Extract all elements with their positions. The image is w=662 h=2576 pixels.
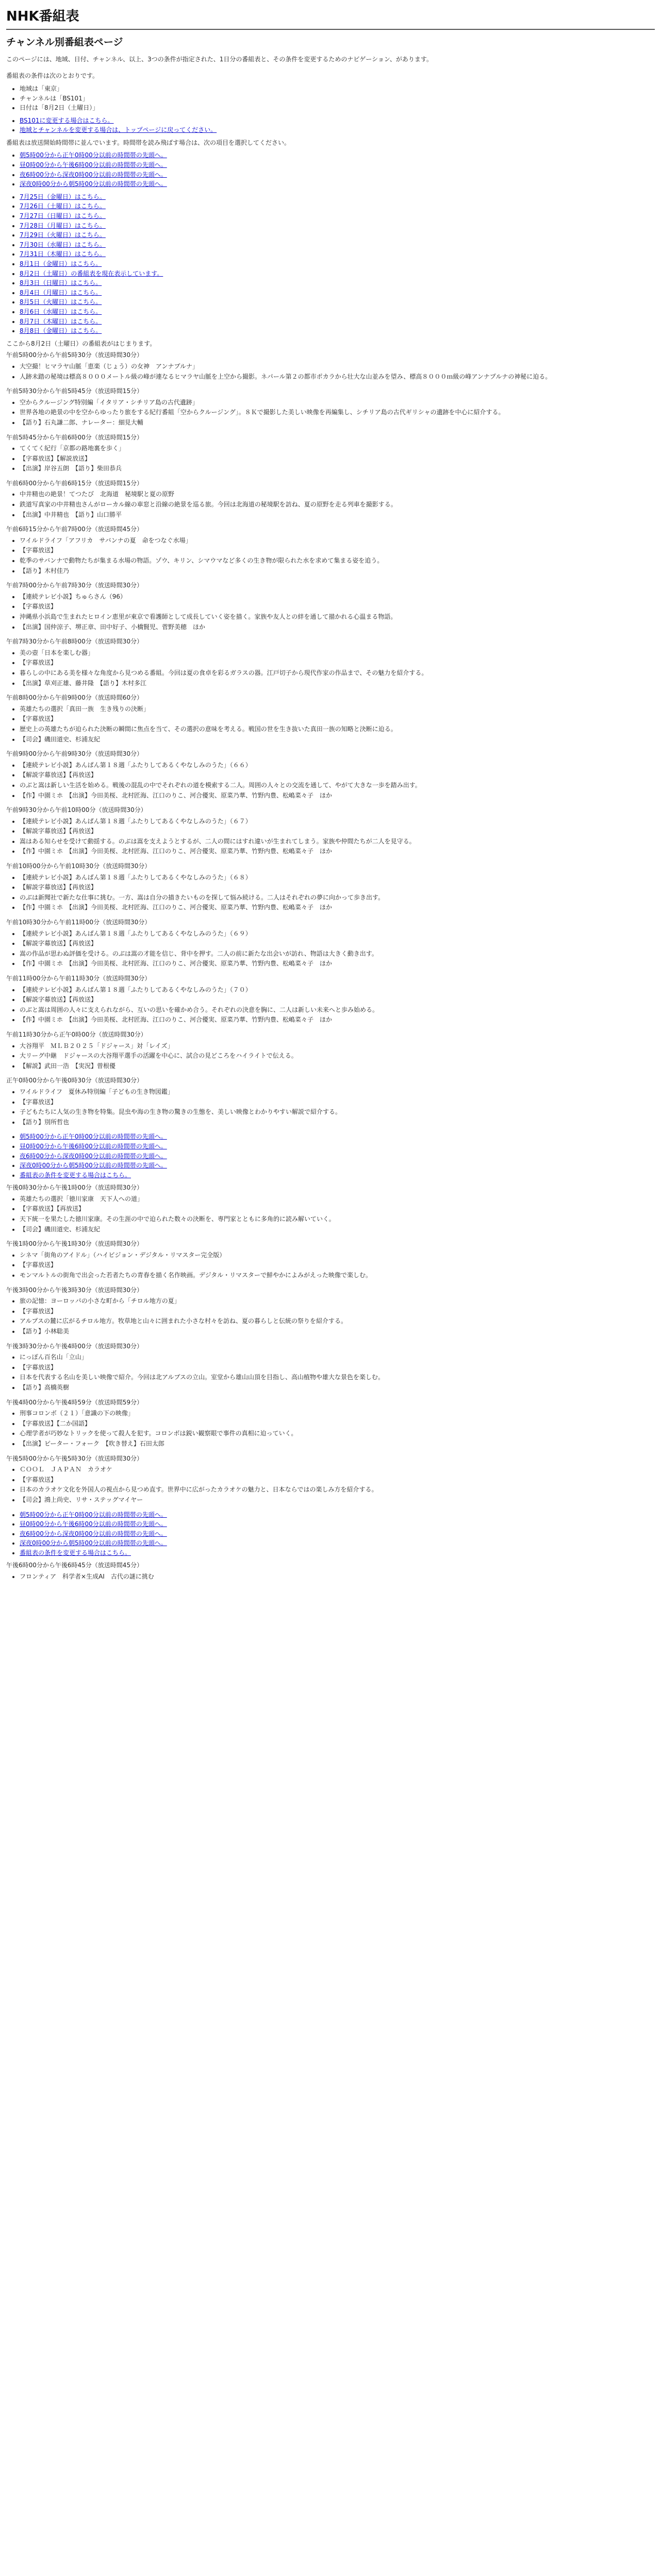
program-entry xyxy=(6,861,655,912)
program-title: • 美の壺「日本を楽しむ器」 xyxy=(20,648,655,658)
time-nav-evening-link[interactable]: 夜6時00分から深夜0時00分以前の時間帯の先頭へ。 xyxy=(20,171,167,178)
program-title: • 【連続テレビ小説】ちゅらさん（96） xyxy=(20,592,655,602)
date-nav-link[interactable]: 8月8日（金曜日）はこちら。 xyxy=(20,327,102,335)
program-detail: • モンマルトルの街角で出会った若者たちの青春を描く名作映画。デジタル・リマスターで鮮やかによみがえった映像で楽しむ。 xyxy=(20,1270,655,1280)
program-entry xyxy=(6,1398,655,1449)
program-entry xyxy=(6,1454,655,1505)
date-nav-link[interactable]: 8月4日（月曜日）はこちら。 xyxy=(20,289,102,296)
program-entry xyxy=(6,974,655,1025)
program-detail: • 人跡未踏の秘境は標高８０００メートル級の峰が連なるヒマラヤ山脈を上空から撮影。ネパール第２の都市ポカラから壮大な山並みを望み、標高８０００ｍ級の峰アンナプルナの神秘に迫る。 xyxy=(20,372,655,382)
program-detail: • 暮らしの中にある美を様々な角度から見つめる番組。今回は夏の食卓を彩るガラスの器。江戸切子から現代作家の作品まで、その魅力を紹介する。 xyxy=(20,668,655,678)
program-detail: • 世界各地の絶景の中を空からゆったり旅をする紀行番組「空からクルージング」。８Ｋで撮影した美しい映像を再編集し、シチリア島の古代ギリシャの遺跡を中心に紹介する。 xyxy=(20,408,655,417)
program-title: • 【連続テレビ小説】あんぱん第１８週「ふたりしてあるくやなしみのうた」（６７） xyxy=(20,817,655,826)
program-detail: • 【解説字幕放送】【再放送】 xyxy=(20,826,655,836)
page-title: NHK番組表 xyxy=(6,9,79,24)
time-nav-morning-link[interactable]: 朝5時00分から正午0時00分以前の時間帯の先頭へ。 xyxy=(20,1511,167,1518)
listing-header: ここから8月2日（土曜日）の番組表がはじまります。 xyxy=(6,340,156,347)
date-nav-link[interactable]: 7月30日（水曜日）はこちら。 xyxy=(20,241,106,248)
program-time: 午前11時30分から正午0時00分（放送時間30分） xyxy=(6,1030,147,1038)
program-detail: • 鉄道写真家の中井精也さんがローカル線の車窓と沿線の絶景を巡る旅。今回は北海道の秘境駅を訪ね、夏の原野を走る列車を撮影する。 xyxy=(20,500,655,510)
program-detail: • 【作】中園ミホ 【出演】今田美桜、北村匠海、江口のりこ、河合優実、原菜乃華、竹野内豊、松嶋菜々子 ほか xyxy=(20,903,655,912)
program-title: • てくてく紀行「京都の路地裏を歩く」 xyxy=(20,444,655,453)
time-nav-bottom xyxy=(6,1132,655,1180)
date-nav xyxy=(6,192,655,336)
program-detail: • 心理学者が巧妙なトリックを使って殺人を犯す。コロンボは鋭い観察眼で事件の真相に迫っていく。 xyxy=(20,1429,655,1438)
condition-channel: • チャンネルは「BS101」 xyxy=(20,94,655,104)
program-detail: • 子どもたちに人気の生き物を特集。昆虫や海の生き物の驚きの生態を、美しい映像とわかりやすい解説で紹介する。 xyxy=(20,1107,655,1117)
program-time: 午前8時00分から午前9時00分（放送時間60分） xyxy=(6,694,143,702)
program-time: 午前9時30分から午前10時00分（放送時間30分） xyxy=(6,806,147,814)
date-nav-link[interactable]: 7月26日（土曜日）はこちら。 xyxy=(20,202,106,210)
program-entry xyxy=(6,1183,655,1234)
time-nav-end xyxy=(6,1510,655,1558)
program-detail: • 【作】中園ミホ 【出演】今田美桜、北村匠海、江口のりこ、河合優実、原菜乃華、竹野内豊、松嶋菜々子 ほか xyxy=(20,846,655,856)
program-detail: • 大リーグ中継 ドジャースの大谷翔平選手の活躍を中心に、試合の見どころをハイライトで伝える。 xyxy=(20,1051,655,1061)
program-detail: • 【字幕放送】【解説放送】 xyxy=(20,454,655,464)
program-list-afternoon xyxy=(6,1183,655,1504)
program-detail: • 【解説字幕放送】【再放送】 xyxy=(20,995,655,1005)
program-detail: • 【字幕放送】【二か国語】 xyxy=(20,1419,655,1429)
date-nav-link[interactable]: 8月5日（火曜日）はこちら。 xyxy=(20,298,102,306)
program-detail: • 【字幕放送】 xyxy=(20,658,655,668)
program-detail: • 【字幕放送】 xyxy=(20,1363,655,1372)
program-entry xyxy=(6,479,655,519)
program-title: • シネマ「街角のアイドル」（ハイビジョン・デジタル・リマスター完全版） xyxy=(20,1250,655,1260)
program-detail: • 【出演】草刈正雄、藤井隆 【語り】木村多江 xyxy=(20,679,655,688)
program-detail: • 【語り】高橋英樹 xyxy=(20,1383,655,1393)
time-nav-morning-link[interactable]: 朝5時00分から正午0時00分以前の時間帯の先頭へ。 xyxy=(20,1133,167,1141)
intro-text: このページには、地域、日付、チャンネル、以上、3つの条件が指定された、1日分の番組表と、その条件を変更するためのナビゲーション、があります。 xyxy=(6,55,433,63)
program-detail: • 【解説】武田一浩 【実況】曽根優 xyxy=(20,1061,655,1071)
program-detail: • 【作】中園ミホ 【出演】今田美桜、北村匠海、江口のりこ、河合優実、原菜乃華、竹野内豊、松嶋菜々子 ほか xyxy=(20,959,655,969)
program-detail: • 【解説字幕放送】【再放送】 xyxy=(20,883,655,892)
date-nav-current[interactable]: 8月2日（土曜日）の番組表を現在表示しています。 xyxy=(20,269,163,277)
program-entry xyxy=(6,637,655,688)
time-nav-latenight-link[interactable]: 深夜0時00分から朝5時00分以前の時間帯の先頭へ。 xyxy=(20,1539,167,1547)
program-list-morning xyxy=(6,350,655,1127)
change-links xyxy=(6,116,655,135)
time-nav-morning-link[interactable]: 朝5時00分から正午0時00分以前の時間帯の先頭へ。 xyxy=(20,151,167,159)
program-entry xyxy=(6,1342,655,1393)
date-nav-link[interactable]: 7月29日（火曜日）はこちら。 xyxy=(20,231,106,239)
program-entry xyxy=(6,1239,655,1280)
program-detail: • 【解説字幕放送】【再放送】 xyxy=(20,770,655,780)
program-title: • 英雄たちの選択「真田一族 生き残りの決断」 xyxy=(20,704,655,714)
program-detail: • 嵩の作品が思わぬ評価を受ける。のぶは嵩の才能を信じ、背中を押す。二人の前に新たな出会いが訪れ、物語は大きく動き出す。 xyxy=(20,949,655,959)
conditions-heading: 番組表の条件は次のとおりです。 xyxy=(6,72,99,80)
program-detail: • 【字幕放送】 xyxy=(20,1260,655,1270)
program-title: • 旅の記憶：ヨーロッパの小さな町から「チロル地方の夏」 xyxy=(20,1296,655,1306)
program-detail: • 【字幕放送】 xyxy=(20,714,655,724)
program-entry xyxy=(6,918,655,969)
time-nav-afternoon-link[interactable]: 昼0時00分から午後6時00分以前の時間帯の先頭へ。 xyxy=(20,1142,167,1150)
program-detail: • のぶと嵩は周囲の人々に支えられながら、互いの思いを確かめ合う。それぞれの決意を胸に、二人は新しい未来へと歩み始める。 xyxy=(20,1005,655,1015)
date-nav-link[interactable]: 7月25日（金曜日）はこちら。 xyxy=(20,193,106,200)
program-time: 午前10時00分から午前10時30分（放送時間30分） xyxy=(6,862,151,870)
program-time: 午前6時15分から午前7時00分（放送時間45分） xyxy=(6,526,143,533)
program-detail: • 【字幕放送】 xyxy=(20,602,655,612)
program-entry xyxy=(6,1076,655,1127)
page-subtitle: チャンネル別番組表ページ xyxy=(6,37,123,48)
program-detail: • 乾季のサバンナで動物たちが集まる水場の物語。ゾウ、キリン、シマウマなど多くの生き物が限られた水を求めて集まる姿を追う。 xyxy=(20,556,655,566)
program-detail: • 【司会】磯田道史、杉浦友紀 xyxy=(20,1225,655,1234)
program-time: 午前10時30分から午前11時00分（放送時間30分） xyxy=(6,919,151,926)
conditions-list xyxy=(6,84,655,113)
time-nav-evening-link[interactable]: 夜6時00分から深夜0時00分以前の時間帯の先頭へ。 xyxy=(20,1530,167,1537)
time-nav xyxy=(6,150,655,189)
program-detail: • 【語り】別所哲也 xyxy=(20,1117,655,1127)
program-entry xyxy=(6,1285,655,1336)
time-nav-latenight-link[interactable]: 深夜0時00分から朝5時00分以前の時間帯の先頭へ。 xyxy=(20,1162,167,1170)
program-title: • 英雄たちの選択「徳川家康 天下人への道」 xyxy=(20,1194,655,1204)
program-detail: • 【字幕放送】 xyxy=(20,1097,655,1107)
program-title: • ワイルドライフ 夏休み特別編「子どもの生き物図鑑」 xyxy=(20,1087,655,1097)
program-time: 午後3時30分から午後4時00分（放送時間30分） xyxy=(6,1342,143,1350)
program-title: • 【連続テレビ小説】あんぱん第１８週「ふたりしてあるくやなしみのうた」（６８） xyxy=(20,873,655,883)
program-time: 午前5時30分から午前5時45分（放送時間15分） xyxy=(6,387,143,395)
date-nav-link[interactable]: 7月28日（月曜日）はこちら。 xyxy=(20,222,106,229)
program-detail: • 【出演】中井精也 【語り】山口勝平 xyxy=(20,510,655,520)
program-detail: • 【司会】鴻上尚史、リサ・ステッグマイヤー xyxy=(20,1495,655,1505)
program-time: 午後1時00分から午後1時30分（放送時間30分） xyxy=(6,1240,143,1248)
program-entry xyxy=(6,524,655,575)
program-detail: • 日本を代表する名山を美しい映像で紹介。今回は北アルプスの立山。室堂から雄山山頂を目指し、高山植物や雄大な景色を楽しむ。 xyxy=(20,1372,655,1382)
program-time: 午後3時00分から午後3時30分（放送時間30分） xyxy=(6,1286,143,1294)
time-nav-latenight-link[interactable]: 深夜0時00分から朝5時00分以前の時間帯の先頭へ。 xyxy=(20,180,167,188)
time-nav-evening-link[interactable]: 夜6時00分から深夜0時00分以前の時間帯の先頭へ。 xyxy=(20,1152,167,1160)
change-conditions-link[interactable]: 番組表の条件を変更する場合はこちら。 xyxy=(20,1171,131,1179)
timezone-note: 番組表は放送開始時間帯に並んでいます。時間帯を読み飛ばす場合は、次の項目を選択してください。 xyxy=(6,139,291,146)
program-entry xyxy=(6,433,655,473)
program-entry xyxy=(6,693,655,744)
program-time: 午前9時00分から午前9時30分（放送時間30分） xyxy=(6,750,143,758)
program-title: • 空からクルージング特別編「イタリア・シチリア島の古代遺跡」 xyxy=(20,398,655,408)
program-time: 午前5時45分から午前6時00分（放送時間15分） xyxy=(6,433,143,441)
program-detail: • 天下統一を果たした徳川家康。その生涯の中で迫られた数々の決断を、専門家とともに多角的に読み解いていく。 xyxy=(20,1214,655,1224)
program-detail: • アルプスの麓に広がるチロル地方。牧草地と山々に囲まれた小さな村々を訪ね、夏の暮らしと伝統の祭りを紹介する。 xyxy=(20,1316,655,1326)
program-time: 正午0時00分から午後0時30分（放送時間30分） xyxy=(6,1077,143,1084)
back-to-top-link[interactable]: 地域とチャンネルを変更する場合は、トップページに戻ってください。 xyxy=(20,126,217,134)
date-nav-link[interactable]: 7月31日（木曜日）はこちら。 xyxy=(20,250,106,258)
program-entry xyxy=(6,749,655,800)
time-nav-afternoon-link[interactable]: 昼0時00分から午後6時00分以前の時間帯の先頭へ。 xyxy=(20,1520,167,1528)
program-entry xyxy=(6,1561,655,1581)
program-entry xyxy=(6,1030,655,1071)
program-title: • 大谷翔平 ＭＬＢ２０２５「ドジャース」対「レイズ」 xyxy=(20,1041,655,1051)
program-detail: • 嵩はある知らせを受けて動揺する。のぶは嵩を支えようとするが、二人の間にはすれ違いが生まれてしまう。家族や仲間たちが二人を見守る。 xyxy=(20,837,655,846)
program-title: • 【連続テレビ小説】あんぱん第１８週「ふたりしてあるくやなしみのうた」（６９） xyxy=(20,929,655,939)
program-time: 午前11時00分から午前11時30分（放送時間30分） xyxy=(6,975,151,982)
program-title: • 【連続テレビ小説】あんぱん第１８週「ふたりしてあるくやなしみのうた」（７０） xyxy=(20,985,655,995)
program-title: • 刑事コロンボ（２１）「意識の下の映像」 xyxy=(20,1409,655,1418)
program-time: 午前7時30分から午前8時00分（放送時間30分） xyxy=(6,638,143,646)
program-detail: • 【字幕放送】【再放送】 xyxy=(20,1204,655,1214)
date-nav-link[interactable]: 8月7日（木曜日）はこちら。 xyxy=(20,317,102,325)
program-detail: • 【語り】小林聡美 xyxy=(20,1327,655,1336)
date-nav-link[interactable]: 8月6日（水曜日）はこちら。 xyxy=(20,308,102,315)
program-time: 午後0時30分から午後1時00分（放送時間30分） xyxy=(6,1184,143,1192)
program-detail: • 【語り】石丸謙二郎、ナレーター：細見大輔 xyxy=(20,418,655,428)
date-nav-link[interactable]: 8月3日（日曜日）はこちら。 xyxy=(20,279,102,287)
program-detail: • 【司会】磯田道史、杉浦友紀 xyxy=(20,735,655,744)
program-entry xyxy=(6,581,655,632)
time-nav-afternoon-link[interactable]: 昼0時00分から午後6時00分以前の時間帯の先頭へ。 xyxy=(20,161,167,169)
program-title: • ワイルドライフ「アフリカ サバンナの夏 命をつなぐ水場」 xyxy=(20,536,655,546)
program-entry xyxy=(6,350,655,381)
condition-region: • 地域は「東京」 xyxy=(20,84,655,94)
program-title: • 【連続テレビ小説】あんぱん第１８週「ふたりしてあるくやなしみのうた」（６６） xyxy=(20,760,655,770)
program-title: • フロンティア 科学者×生成AI 古代の謎に挑む xyxy=(20,1572,655,1582)
program-title: • ＣＯＯＬ ＪＡＰＡＮ カラオケ xyxy=(20,1465,655,1475)
program-detail: • 【出演】ピーター・フォーク 【吹き替え】石田太郎 xyxy=(20,1439,655,1449)
program-detail: • 【出演】国仲涼子、堺正章、田中好子、小橋賢児、菅野美穂 ほか xyxy=(20,622,655,632)
program-title: • にっぽん百名山「立山」 xyxy=(20,1352,655,1362)
program-detail: • 沖縄県小浜島で生まれたヒロイン恵里が東京で看護師として成長していく姿を描く。家族や友人との絆を通して描かれる心温まる物語。 xyxy=(20,612,655,622)
program-detail: • 歴史上の英雄たちが迫られた決断の瞬間に焦点を当て、その選択の意味を考える。戦国の世を生き抜いた真田一族の知略と決断に迫る。 xyxy=(20,724,655,734)
program-time: 午前6時00分から午前6時15分（放送時間15分） xyxy=(6,479,143,487)
program-entry xyxy=(6,386,655,427)
program-time: 午後5時00分から午後5時30分（放送時間30分） xyxy=(6,1454,143,1462)
condition-date: • 日付は「8月2日（土曜日）」 xyxy=(20,103,655,113)
program-detail: • 日本のカラオケ文化を外国人の視点から見つめ直す。世界中に広がったカラオケの魅力と、日本ならではの楽しみ方を紹介する。 xyxy=(20,1485,655,1495)
program-title: • 中井精也の絶景！てつたび 北海道 秘境駅と夏の原野 xyxy=(20,489,655,499)
change-channel-link[interactable]: BS101に変更する場合はこちら。 xyxy=(20,116,114,124)
program-detail: • のぶは新聞社で新たな仕事に挑む。一方、嵩は自分の描きたいものを探して悩み続ける。二人はそれぞれの夢に向かって歩き出す。 xyxy=(20,893,655,903)
program-title: • 大空撮！ヒマラヤ山脈「恵楽（じょう）の女神 アンナプルナ」 xyxy=(20,362,655,371)
program-entry xyxy=(6,805,655,856)
program-detail: • 【解説字幕放送】【再放送】 xyxy=(20,939,655,948)
program-detail: • 【出演】岸谷五朗 【語り】柴田恭兵 xyxy=(20,464,655,473)
program-detail: • 【字幕放送】 xyxy=(20,1307,655,1316)
program-time: 午後6時00分から午後6時45分（放送時間45分） xyxy=(6,1562,143,1569)
program-time: 午前5時00分から午前5時30分（放送時間30分） xyxy=(6,351,143,359)
program-detail: • 【語り】木村佳乃 xyxy=(20,566,655,576)
program-detail: • 【字幕放送】 xyxy=(20,1475,655,1485)
title-divider xyxy=(6,29,655,30)
date-nav-link[interactable]: 7月27日（日曜日）はこちら。 xyxy=(20,212,106,220)
change-conditions-link[interactable]: 番組表の条件を変更する場合はこちら。 xyxy=(20,1549,131,1556)
date-nav-link[interactable]: 8月1日（金曜日）はこちら。 xyxy=(20,260,102,268)
program-detail: • 【字幕放送】 xyxy=(20,546,655,555)
program-detail: • のぶと嵩は新しい生活を始める。戦後の混乱の中でそれぞれの道を模索する二人。周囲の人々との交流を通して、やがて大きな一歩を踏み出す。 xyxy=(20,781,655,790)
program-time: 午前7時00分から午前7時30分（放送時間30分） xyxy=(6,582,143,589)
program-detail: • 【作】中園ミホ 【出演】今田美桜、北村匠海、江口のりこ、河合優実、原菜乃華、竹野内豊、松嶋菜々子 ほか xyxy=(20,1015,655,1025)
program-detail: • 【作】中園ミホ 【出演】今田美桜、北村匠海、江口のりこ、河合優実、原菜乃華、竹野内豊、松嶋菜々子 ほか xyxy=(20,791,655,801)
program-time: 午後4時00分から午後4時59分（放送時間59分） xyxy=(6,1398,143,1406)
